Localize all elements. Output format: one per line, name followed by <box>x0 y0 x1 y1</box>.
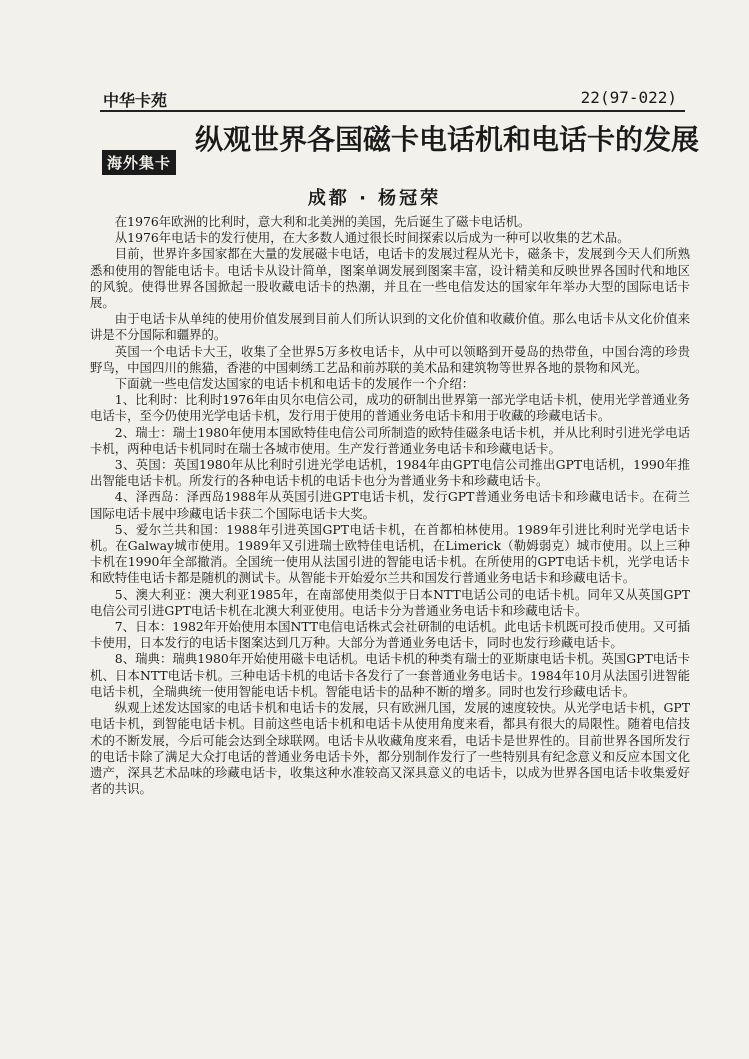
paragraph: 7、日本：1982年开始使用本国NTT电信电话株式会社研制的电话机。此电话卡机既可投币使用。又可插卡使用，日本发行的电话卡图案达到几万种。大部分为普通业务电话卡，同时也发行珍藏电话卡。 <box>90 619 690 651</box>
section-tag: 海外集卡 <box>102 150 176 175</box>
article-title: 纵观世界各国磁卡电话机和电话卡的发展 <box>195 123 700 156</box>
paragraph: 从1976年电话卡的发行使用，在大多数人通过很长时间探索以后成为一种可以收集的艺术品。 <box>114 230 630 246</box>
paragraph: 由于电话卡从单纯的使用价值发展到目前人们所认识到的文化价值和收藏价值。那么电话卡从文化价值来讲是不分国际和疆界的。 <box>90 311 690 343</box>
paragraph: 3、英国：英国1980年从比利时引进光学电话机，1984年由GPT电信公司推出GPT电话机，1990年推出智能电话卡机。所发行的各种电话卡机的电话卡也分为普通业务卡和珍藏电话卡。 <box>90 457 690 489</box>
publication-name: 中华卡苑 <box>103 91 168 110</box>
paragraph: 4、泽西岛：泽西岛1988年从英国引进GPT电话卡机，发行GPT普通业务电话卡和珍藏电话卡。在荷兰国际电话卡展中珍藏电话卡获二个国际电话卡大奖。 <box>90 489 690 521</box>
paragraph: 5、爱尔兰共和国：1988年引进英国GPT电话卡机，在首都柏林使用。1989年引进比利时光学电话卡机。在Galway城市使用。1989年又引进瑞士欧特佳电话机，在Limerick（勒姆弱克）城市使用。以上三种卡机在1990年全部撤消。全国统一使用从法国引进的智能电话卡机。在所使用的GPT电话卡机，光学电话卡和欧特佳电话卡都是随机的测试卡。从智能卡开始爱尔兰共和国发行普通业务电话卡和珍藏电话卡。 <box>90 521 690 586</box>
article-body <box>90 214 690 797</box>
paragraph: 1、比利时：比利时1976年由贝尔电信公司，成功的研制出世界第一部光学电话卡机，使用光学普通业务电话卡，至今仍使用光学电话卡机，发行用于使用的普通业务电话卡和用于收藏的珍藏电话卡。 <box>90 392 690 424</box>
paragraph: 目前，世界许多国家都在大量的发展磁卡电话，电话卡的发展过程从光卡，磁条卡，发展到今天人们所熟悉和使用的智能电话卡。电话卡从设计简单，图案单调发展到图案丰富，设计精美和反映世界各国时代和地区的风貌。使得世界各国掀起一股收藏电话卡的热潮，并且在一些电信发达的国家年年举办大型的国际电话卡展。 <box>90 246 690 311</box>
paragraph: 8、瑞典：瑞典1980年开始使用磁卡电话机。电话卡机的种类有瑞士的亚斯康电话卡机。英国GPT电话卡机、日本NTT电话卡机。三种电话卡机的电话卡各发行了一套普通业务电话卡。1984年10月从法国引进智能电话卡机，全瑞典统一使用智能电话卡机。智能电话卡的品种不断的增多。同时也发行珍藏电话卡。 <box>90 651 690 699</box>
issue-number: 22(97-022) <box>580 88 677 107</box>
paragraph: 英国一个电话卡大王，收集了全世界5万多枚电话卡，从中可以领略到开曼岛的热带鱼，中国台湾的珍贵野鸟，中国四川的熊猫，香港的中国刺绣工艺品和前苏联的美术品和建筑物等世界各地的景物和风光。 <box>90 343 690 375</box>
article-author: 成都 · 杨冠荣 <box>307 188 442 209</box>
header-rule <box>100 110 685 112</box>
paragraph: 纵观上述发达国家的电话卡机和电话卡的发展，只有欧洲几国，发展的速度较快。从光学电话卡机，GPT电话卡机，到智能电话卡机。目前这些电话卡机和电话卡从使用角度来看，都具有很大的局限性。随着电信技术的不断发展，今后可能会达到全球联网。电话卡从收藏角度来看，电话卡是世界性的。目前世界各国所发行的电话卡除了满足大众打电话的普通业务电话卡外，都分别制作发行了一些特别具有纪念意义和反应本国文化遗产，深具艺术品味的珍藏电话卡，收集这种水准较高又深具意义的电话卡，以成为世界各国电话卡收集爱好者的共识。 <box>90 700 690 797</box>
paragraph: 下面就一些电信发达国家的电话卡机和电话卡的发展作一个介绍： <box>114 376 475 392</box>
paragraph: 5、澳大利亚：澳大利亚1985年，在南部使用类似于日本NTT电话公司的电话卡机。同年又从英国GPT电信公司引进GPT电话卡机在北澳大利亚使用。电话卡分为普通业务电话卡和珍藏电话卡。 <box>90 586 690 618</box>
paragraph: 在1976年欧洲的比利时，意大利和北美洲的美国，先后诞生了磁卡电话机。 <box>114 214 531 229</box>
paragraph: 2、瑞士：瑞士1980年使用本国欧特佳电信公司所制造的欧特佳磁条电话卡机，并从比利时引进光学电话卡机，两种电话卡机同时在瑞士各城市使用。生产发行普通业务电话卡和珍藏电话卡。 <box>90 424 690 456</box>
